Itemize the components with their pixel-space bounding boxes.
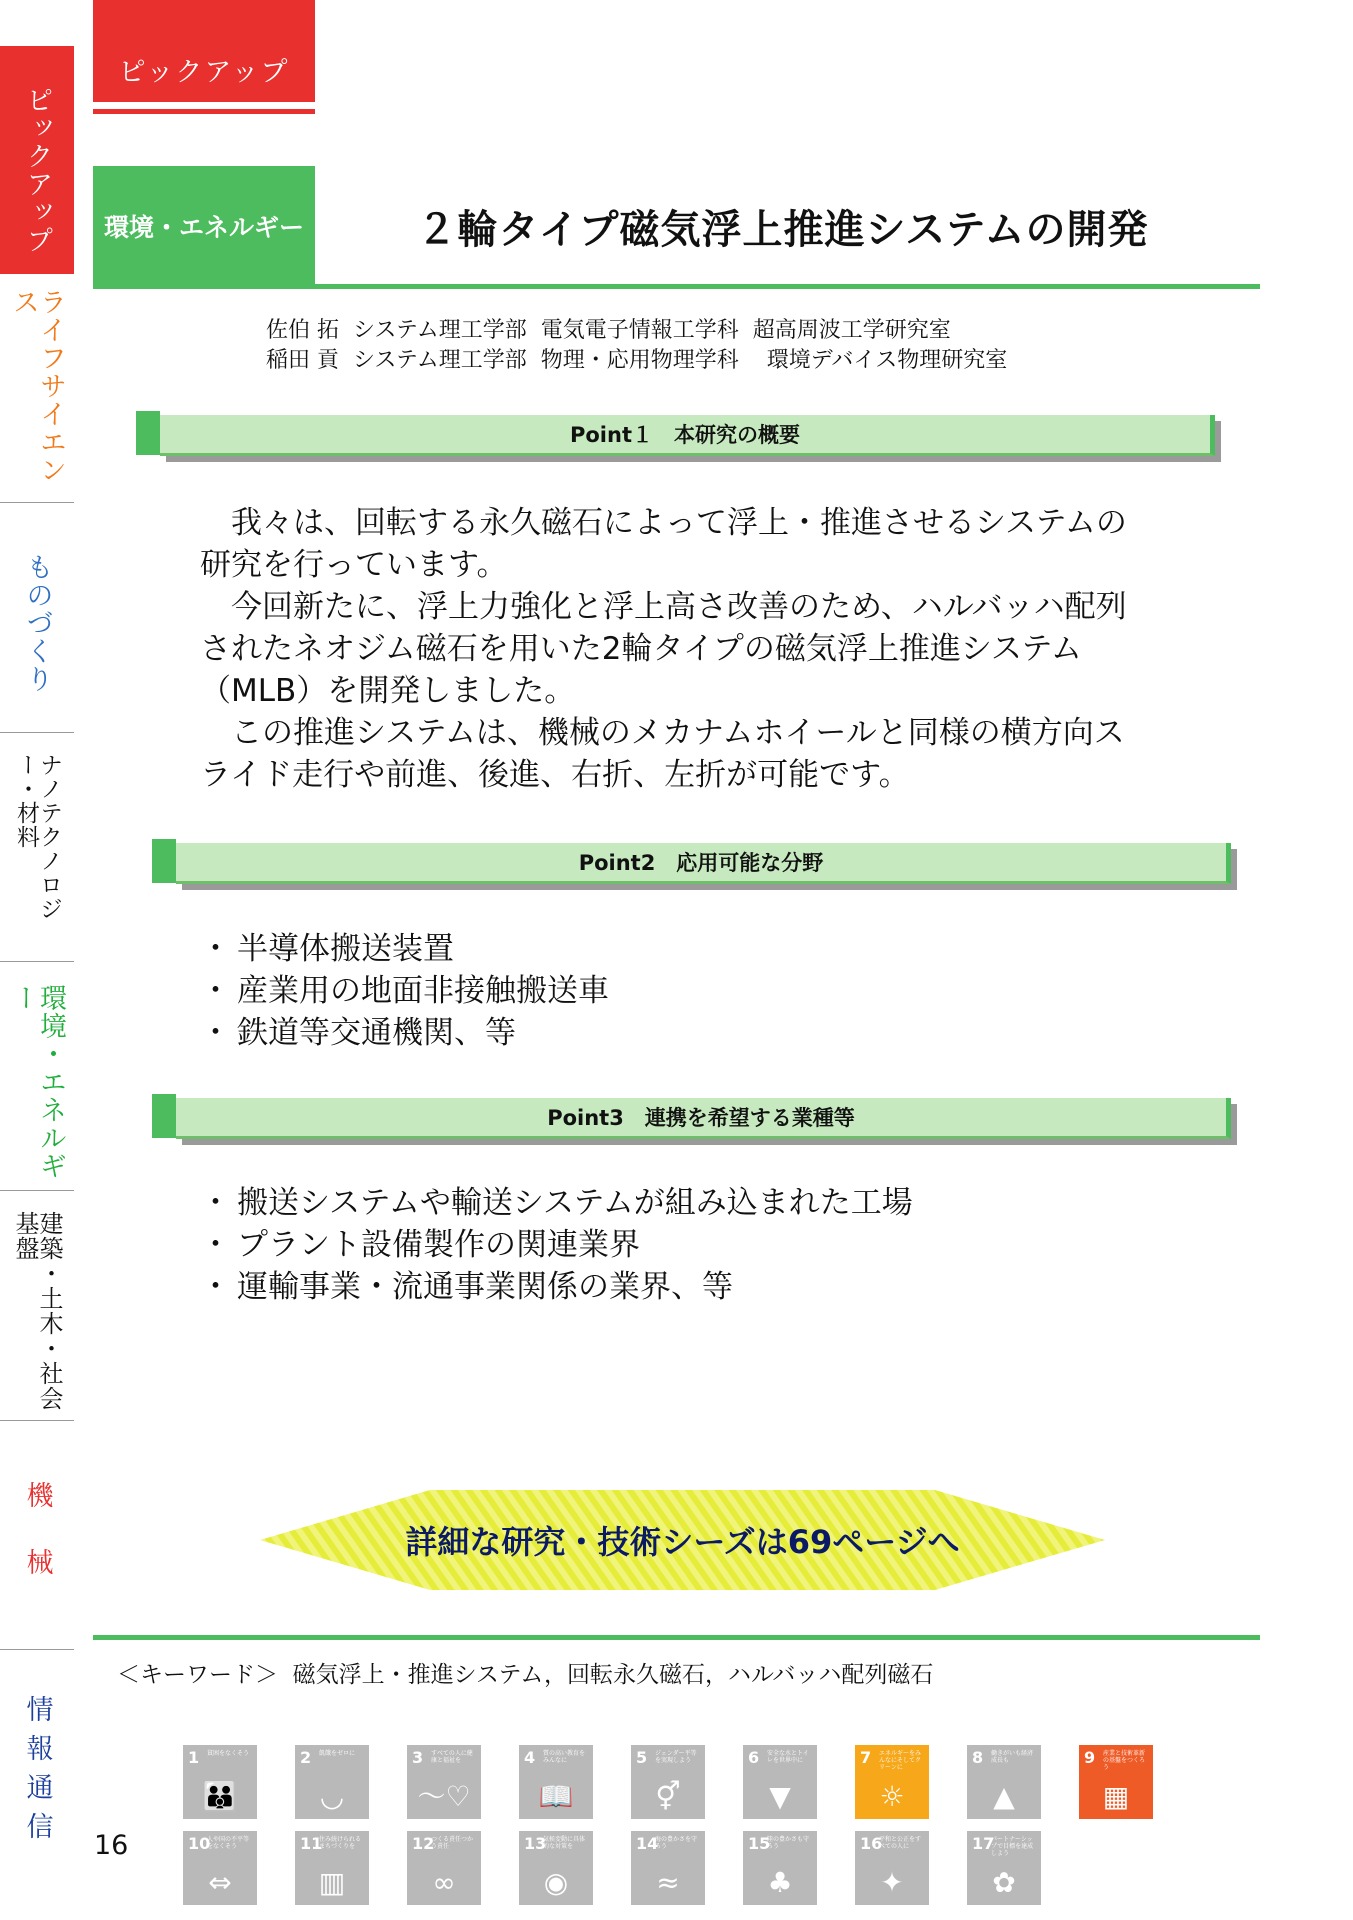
sdg-number: 17: [972, 1834, 995, 1853]
sdg-caption: 働きがいも経済成長も: [991, 1750, 1034, 1764]
side-tab-pickup[interactable]: [0, 46, 74, 274]
pickup-underline: [93, 109, 315, 114]
sdg-number: 9: [1084, 1748, 1096, 1767]
side-tab-life-science-label: ライフサイエンス: [8, 288, 66, 484]
sdg-tile-2: [295, 1745, 369, 1819]
sdg-tile-16: [855, 1831, 929, 1905]
sdg-caption: エネルギーをみんなにそしてクリーンに: [879, 1750, 922, 1771]
sdg-tile-11: [295, 1831, 369, 1905]
sdg-caption: つくる責任つかう責任: [431, 1836, 474, 1850]
flower-icon: ✿: [992, 1866, 1016, 1899]
sdg-tile-1: [183, 1745, 257, 1819]
category-badge: [93, 166, 315, 286]
cubes-icon: ▦: [1102, 1780, 1130, 1813]
sdg-number: 11: [300, 1834, 323, 1853]
sdg-tile-15: [743, 1831, 817, 1905]
sdg-caption: パートナーシップで目標を達成しよう: [991, 1836, 1034, 1857]
list-item: ・ 半導体搬送装置: [200, 928, 609, 970]
sdg-caption: 海の豊かさを守ろう: [655, 1836, 698, 1850]
keywords: ＜キーワード＞ 磁気浮上・推進システム，回転永久磁石，ハルバッハ配列磁石: [117, 1662, 934, 1688]
side-tab-pickup-label: ピックアップ: [21, 86, 53, 254]
side-tab-environment-label: 環境・エネルギー: [8, 984, 66, 1180]
sdg-number: 12: [412, 1834, 435, 1853]
point3-heading-text: Point3 連携を希望する業種等: [547, 1106, 855, 1130]
sdg-tile-3: [407, 1745, 481, 1819]
gender-icon: ⚥: [655, 1780, 681, 1813]
growth-icon: ▲: [993, 1780, 1015, 1813]
side-tab-life-science[interactable]: [0, 274, 74, 503]
authors: [266, 316, 1007, 376]
sdg-number: 13: [524, 1834, 547, 1853]
people-icon: 👪: [202, 1780, 238, 1813]
point2-list: [200, 928, 609, 1054]
sdg-caption: 質の高い教育をみんなに: [543, 1750, 586, 1764]
paragraph: 我々は、回転する永久磁石によって浮上・推進させるシステムの研究を行っています。: [200, 505, 1127, 583]
sdg-caption: 住み続けられるまちづくりを: [319, 1836, 362, 1850]
sdg-number: 10: [188, 1834, 211, 1853]
sdg-tile-14: [631, 1831, 705, 1905]
category-label: 環境・エネルギー: [103, 213, 304, 242]
sdg-caption: 貧困をなくそう: [207, 1750, 250, 1757]
side-tab-info-comm-label: 情報通信: [21, 1695, 53, 1851]
equality-icon: ⇔: [208, 1866, 232, 1899]
sdg-caption: 陸の豊かさも守ろう: [767, 1836, 810, 1850]
point2-heading: [176, 843, 1231, 884]
heartbeat-icon: 〜♡: [417, 1780, 471, 1813]
side-tab-construction-label: 建築・土木・社会基盤: [11, 1211, 63, 1411]
eye-icon: ◉: [543, 1866, 569, 1899]
sdg-number: 6: [748, 1748, 760, 1767]
sdg-caption: すべての人に健康と福祉を: [431, 1750, 473, 1764]
sdg-tile-8: [967, 1745, 1041, 1819]
point3-heading: [176, 1098, 1231, 1139]
sdg-caption: 安全な水とトイレを世界中に: [767, 1750, 809, 1764]
point2-heading-text: Point2 応用可能な分野: [578, 851, 824, 875]
sdg-caption: ジェンダー平等を実現しよう: [655, 1750, 697, 1764]
title-divider: [93, 284, 1260, 289]
paragraph: 今回新たに、浮上力強化と浮上高さ改善のため、ハルバッハ配列されたネオジム磁石を用いた2輪タイプの磁気浮上推進システム（MLB）を開発しました。: [200, 589, 1127, 709]
side-tab-machinery-label: 機械: [21, 1481, 53, 1615]
sdg-number: 2: [300, 1748, 312, 1767]
point1-body: [200, 502, 1145, 796]
pickup-label: ピックアップ: [118, 56, 290, 88]
point-marker: [152, 1094, 176, 1138]
side-tab-monozukuri[interactable]: [0, 503, 74, 733]
point3-list: [200, 1182, 913, 1308]
footer-divider: [93, 1635, 1260, 1640]
sdg-number: 8: [972, 1748, 984, 1767]
banner-text: 詳細な研究・技術シーズは69ページへ: [405, 1523, 960, 1561]
bowl-icon: ◡: [319, 1780, 345, 1813]
side-tab-environment[interactable]: [0, 962, 74, 1191]
dove-icon: ✦: [880, 1866, 904, 1899]
side-nav: [0, 46, 74, 1880]
side-tab-nanotech[interactable]: [0, 733, 74, 962]
sdg-tile-12: [407, 1831, 481, 1905]
detail-page-banner[interactable]: [260, 1490, 1105, 1590]
sdg-tile-10: [183, 1831, 257, 1905]
point1-heading: [160, 415, 1215, 456]
paragraph: この推進システムは、機械のメカナムホイールと同様の横方向スライド走行や前進、後進、右折、左折が可能です。: [200, 715, 1125, 793]
sdg-number: 14: [636, 1834, 659, 1853]
list-item: ・ 産業用の地面非接触搬送車: [200, 970, 609, 1012]
sdg-caption: 人や国の不平等をなくそう: [207, 1836, 250, 1850]
sdg-caption: 産業と技術革新の基盤をつくろう: [1103, 1750, 1146, 1771]
list-item: ・ 運輸事業・流通事業関係の業界、等: [200, 1266, 913, 1308]
infinity-icon: ∞: [432, 1866, 456, 1899]
fish-icon: ≈: [656, 1866, 680, 1899]
sdg-number: 4: [524, 1748, 536, 1767]
sdg-number: 16: [860, 1834, 883, 1853]
sdg-caption: 平和と公正をすべての人に: [879, 1836, 922, 1850]
sdg-tile-13: [519, 1831, 593, 1905]
sun-icon: ☼: [879, 1780, 905, 1813]
water-icon: ▼: [769, 1780, 791, 1813]
sdg-caption: 飢餓をゼロに: [319, 1750, 356, 1757]
sdg-tile-9: [1079, 1745, 1153, 1819]
pickup-tab: [93, 0, 315, 102]
side-tab-info-comm[interactable]: [0, 1650, 74, 1880]
side-tab-machinery[interactable]: [0, 1421, 74, 1650]
city-icon: ▥: [318, 1866, 346, 1899]
page-number: 16: [94, 1830, 129, 1861]
sdg-number: 1: [188, 1748, 200, 1767]
sdg-number: 15: [748, 1834, 771, 1853]
tree-icon: ♣: [767, 1866, 793, 1899]
author-line: 稲田 貢 システム理工学部 物理・応用物理学科 環境デバイス物理研究室: [266, 348, 1008, 373]
point1-heading-text: Point１ 本研究の概要: [569, 423, 800, 447]
point-marker: [136, 411, 160, 455]
sdg-tile-7: [855, 1745, 929, 1819]
list-item: ・ プラント設備製作の関連業界: [200, 1224, 913, 1266]
sdg-number: 5: [636, 1748, 648, 1767]
side-tab-monozukuri-label: ものづくり: [21, 553, 53, 693]
side-tab-construction[interactable]: [0, 1191, 74, 1421]
sdg-number: 3: [412, 1748, 424, 1767]
book-icon: 📖: [538, 1780, 574, 1813]
list-item: ・ 鉄道等交通機関、等: [200, 1012, 609, 1054]
list-item: ・ 搬送システムや輸送システムが組み込まれた工場: [200, 1182, 913, 1224]
sdg-caption: 気候変動に具体的な対策を: [543, 1836, 586, 1850]
sdg-number: 7: [860, 1748, 872, 1767]
sdg-tile-17: [967, 1831, 1041, 1905]
sdg-tile-4: [519, 1745, 593, 1819]
sdg-tile-5: [631, 1745, 705, 1819]
page-title: ２輪タイプ磁気浮上推進システムの開発: [416, 207, 1149, 253]
sdg-tile-6: [743, 1745, 817, 1819]
point-marker: [152, 839, 176, 883]
author-line: 佐伯 拓 システム理工学部 電気電子情報工学科 超高周波工学研究室: [266, 318, 951, 343]
side-tab-nanotech-label: ナノテクノロジー・材料: [13, 753, 62, 921]
